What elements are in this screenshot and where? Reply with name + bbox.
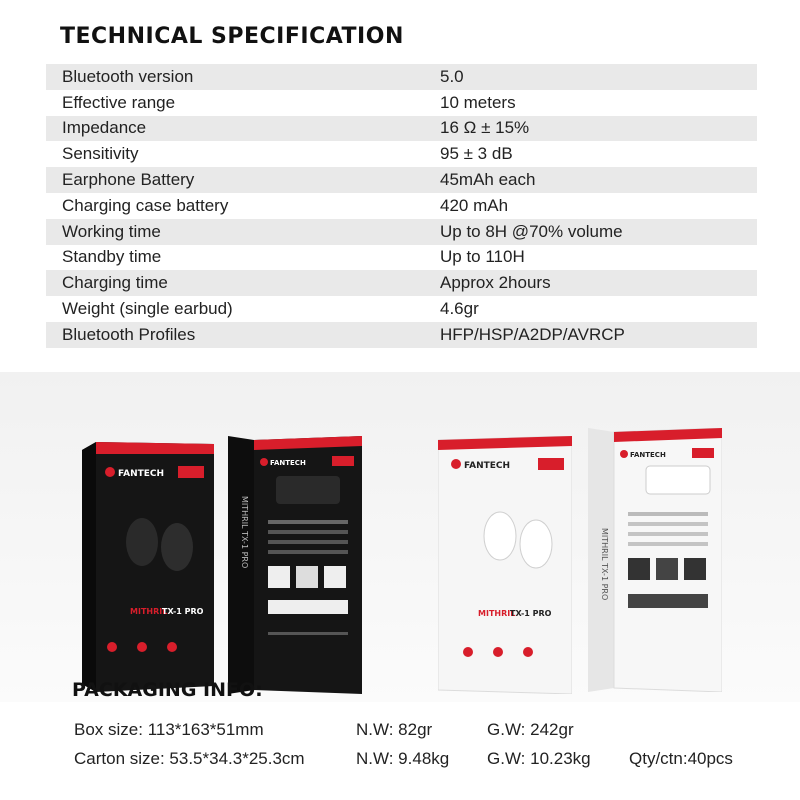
app-store-icon: [296, 566, 318, 588]
box-body: [82, 442, 214, 692]
gross-weight: G.W: 10.23kg: [487, 749, 591, 768]
fantech-logo-icon: [260, 458, 268, 466]
spec-line: [628, 542, 708, 546]
spec-value: 10 meters: [440, 92, 516, 112]
badge: [692, 448, 714, 458]
spec-label: Standby time: [62, 247, 162, 267]
spec-row: [46, 193, 757, 219]
earbuds-case-icon: [646, 466, 710, 494]
earbud-left-icon: [126, 518, 158, 566]
feature-icon: [137, 642, 147, 652]
feature-icon: [107, 642, 117, 652]
spec-label: Earphone Battery: [62, 170, 195, 190]
spec-label: Sensitivity: [62, 144, 139, 164]
earbud-right-icon: [161, 523, 193, 571]
earbuds-case-icon: [276, 476, 340, 504]
spec-label: Weight (single earbud): [62, 299, 233, 319]
carton-size: Carton size: 53.5*34.3*25.3cm: [74, 749, 305, 768]
spec-label: Effective range: [62, 92, 176, 112]
spec-row: [46, 219, 757, 245]
spec-label: Charging case battery: [62, 195, 229, 215]
black-box-front: [82, 442, 214, 692]
spec-line: [268, 530, 348, 534]
spec-label: Working time: [62, 221, 161, 241]
gross-weight: G.W: 242gr: [487, 720, 574, 739]
white-box-back: [588, 428, 722, 692]
white-box-front: [438, 436, 572, 694]
box-size: Box size: 113*163*51mm: [74, 720, 264, 739]
spec-line: [268, 550, 348, 554]
spec-row: [46, 116, 757, 142]
spec-value: Up to 8H @70% volume: [440, 221, 623, 241]
barcode-icon: [268, 600, 348, 614]
net-weight: N.W: 82gr: [356, 720, 433, 739]
qr-code-icon: [684, 558, 706, 580]
model-suffix: TX-1 PRO: [510, 609, 552, 618]
side-model-text: MITHRIL TX-1 PRO: [600, 528, 609, 601]
spec-row: [46, 64, 757, 90]
model-suffix: TX-1 PRO: [162, 607, 204, 616]
barcode-icon: [628, 594, 708, 608]
spec-row: [46, 245, 757, 271]
packaging-row: [0, 749, 800, 771]
earbud-left-icon: [484, 512, 516, 560]
spec-row: [46, 322, 757, 348]
spec-value: Up to 110H: [440, 247, 525, 267]
feature-icon: [523, 647, 533, 657]
badge: [538, 458, 564, 470]
spec-value: 95 ± 3 dB: [440, 144, 513, 164]
box-body: [438, 436, 572, 694]
feature-icon: [167, 642, 177, 652]
feature-icon: [463, 647, 473, 657]
feature-icon: [493, 647, 503, 657]
spec-value: 5.0: [440, 66, 464, 86]
badge: [178, 466, 204, 478]
qr-code-icon: [268, 566, 290, 588]
spec-line: [268, 520, 348, 524]
badge: [332, 456, 354, 466]
spec-row: [46, 90, 757, 116]
earbud-right-icon: [520, 520, 552, 568]
spec-label: Charging time: [62, 273, 168, 293]
brand-label: FANTECH: [270, 459, 306, 467]
spec-value: HFP/HSP/A2DP/AVRCP: [440, 324, 625, 344]
spec-line: [628, 532, 708, 536]
spec-value: 16 Ω ± 15%: [440, 118, 530, 138]
brand-label: FANTECH: [118, 469, 165, 479]
quantity: Qty/ctn:40pcs: [629, 749, 733, 768]
fantech-logo-icon: [451, 459, 461, 469]
side-model-text: MITHRIL TX-1 PRO: [240, 496, 249, 569]
black-box-back: [228, 436, 362, 694]
spec-row: [46, 141, 757, 167]
model-prefix: MITHRIL: [478, 609, 516, 618]
brand-label: FANTECH: [464, 461, 511, 471]
spec-row: [46, 167, 757, 193]
spec-line: [268, 540, 348, 544]
qr-code-icon: [324, 566, 346, 588]
fantech-logo-icon: [620, 450, 628, 458]
net-weight: N.W: 9.48kg: [356, 749, 450, 768]
box-red-stripe: [96, 442, 214, 454]
model-prefix: MITHRIL: [130, 607, 168, 616]
brand-label: FANTECH: [630, 451, 666, 459]
spec-label: Bluetooth version: [62, 66, 194, 86]
footer-line: [268, 632, 348, 635]
packaging-title: PACKAGING INFO:: [72, 679, 263, 701]
fantech-logo-icon: [105, 467, 115, 477]
spec-value: Approx 2hours: [440, 273, 551, 293]
packaging-row: [0, 720, 800, 742]
spec-row: [46, 270, 757, 296]
spec-line: [628, 512, 708, 516]
qr-code-icon: [628, 558, 650, 580]
spec-value: 420 mAh: [440, 195, 509, 215]
product-photo: [0, 372, 800, 702]
spec-line: [628, 522, 708, 526]
spec-row: [46, 296, 757, 322]
box-body: [254, 436, 362, 694]
box-side: [82, 442, 96, 692]
spec-title: TECHNICAL SPECIFICATION: [60, 24, 404, 49]
spec-value: 45mAh each: [440, 170, 536, 190]
spec-label: Impedance: [62, 118, 147, 138]
app-store-icon: [656, 558, 678, 580]
spec-value: 4.6gr: [440, 299, 479, 319]
spec-table: [46, 64, 757, 348]
spec-label: Bluetooth Profiles: [62, 324, 196, 344]
